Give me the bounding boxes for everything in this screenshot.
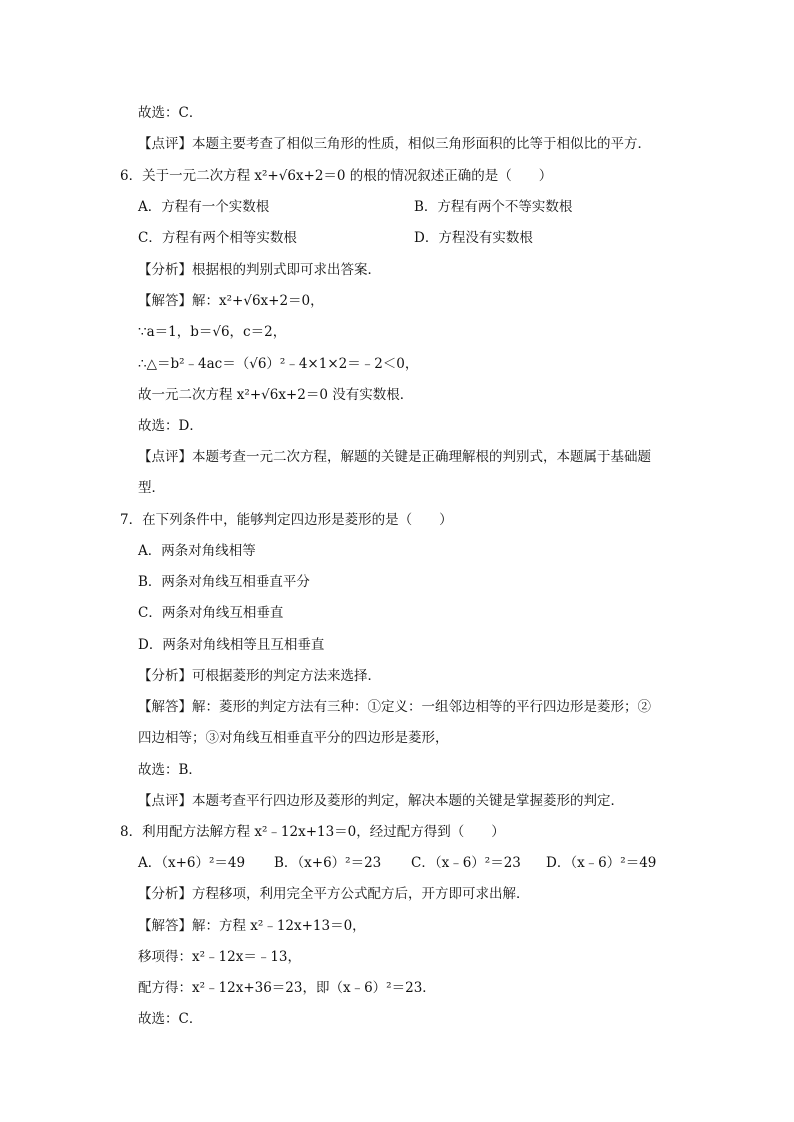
option-d: D．两条对角线相等且互相垂直 <box>138 637 325 653</box>
option-c: C．（x﹣6）²＝23 <box>411 855 521 871</box>
comment-line: 【点评】本题考查平行四边形及菱形的判定，解决本题的关键是掌握菱形的判定． <box>138 793 624 809</box>
solution-step: 移项得：x²﹣12x＝﹣13， <box>138 949 301 965</box>
solution-line: 【解答】解：x²+√6x+2＝0， <box>138 293 324 309</box>
solution-line-cont: 四边相等；③对角线互相垂直平分的四边形是菱形， <box>138 730 449 746</box>
option-c: C．方程有两个相等实数根 <box>138 230 297 246</box>
answer-line: 故选：D． <box>138 418 203 434</box>
option-b: B．方程有两个不等实数根 <box>414 199 573 215</box>
answer-line: 故选：C． <box>138 1011 203 1027</box>
option-a: A．两条对角线相等 <box>138 543 256 559</box>
option-a: A．（x+6）²＝49 <box>138 855 246 871</box>
analysis-line: 【分析】根据根的判别式即可求出答案． <box>138 262 381 278</box>
solution-line: 【解答】解：方程 x²﹣12x+13＝0， <box>138 918 366 934</box>
question-6: 6．关于一元二次方程 x²+√6x+2＝0 的根的情况叙述正确的是（ ） <box>120 168 553 184</box>
question-8: 8．利用配方法解方程 x²﹣12x+13＝0，经过配方得到（ ） <box>120 824 505 840</box>
solution-step: 故一元二次方程 x²+√6x+2＝0 没有实数根． <box>138 387 414 403</box>
question-7: 7．在下列条件中，能够判定四边形是菱形的是（ ） <box>120 512 453 528</box>
solution-line: 【解答】解：菱形的判定方法有三种：①定义：一组邻边相等的平行四边形是菱形；② <box>138 699 651 715</box>
solution-step: ∴△＝b²﹣4ac＝（√6）²﹣4×1×2＝﹣2＜0， <box>138 356 419 372</box>
solution-step: 配方得：x²﹣12x+36＝23，即（x﹣6）²＝23． <box>138 980 436 996</box>
solution-step: ∵a＝1，b＝√6，c＝2， <box>138 324 287 340</box>
comment-line: 【点评】本题考查一元二次方程，解题的关键是正确理解根的判别式，本题属于基础题 <box>138 449 651 465</box>
comment-line: 【点评】本题主要考查了相似三角形的性质，相似三角形面积的比等于相似比的平方． <box>138 136 651 152</box>
option-b: B．两条对角线互相垂直平分 <box>138 574 310 590</box>
option-b: B．（x+6）²＝23 <box>274 855 382 871</box>
option-a: A．方程有一个实数根 <box>138 199 270 215</box>
comment-line-cont: 型． <box>138 480 165 496</box>
option-d: D．（x﹣6）²＝49 <box>546 855 657 871</box>
analysis-line: 【分析】方程移项，利用完全平方公式配方后，开方即可求出解． <box>138 886 530 902</box>
option-d: D．方程没有实数根 <box>414 230 533 246</box>
option-c: C．两条对角线互相垂直 <box>138 605 284 621</box>
answer-line: 故选：B． <box>138 762 202 778</box>
analysis-line: 【分析】可根据菱形的判定方法来选择． <box>138 668 381 684</box>
answer-line: 故选：C． <box>138 105 203 121</box>
